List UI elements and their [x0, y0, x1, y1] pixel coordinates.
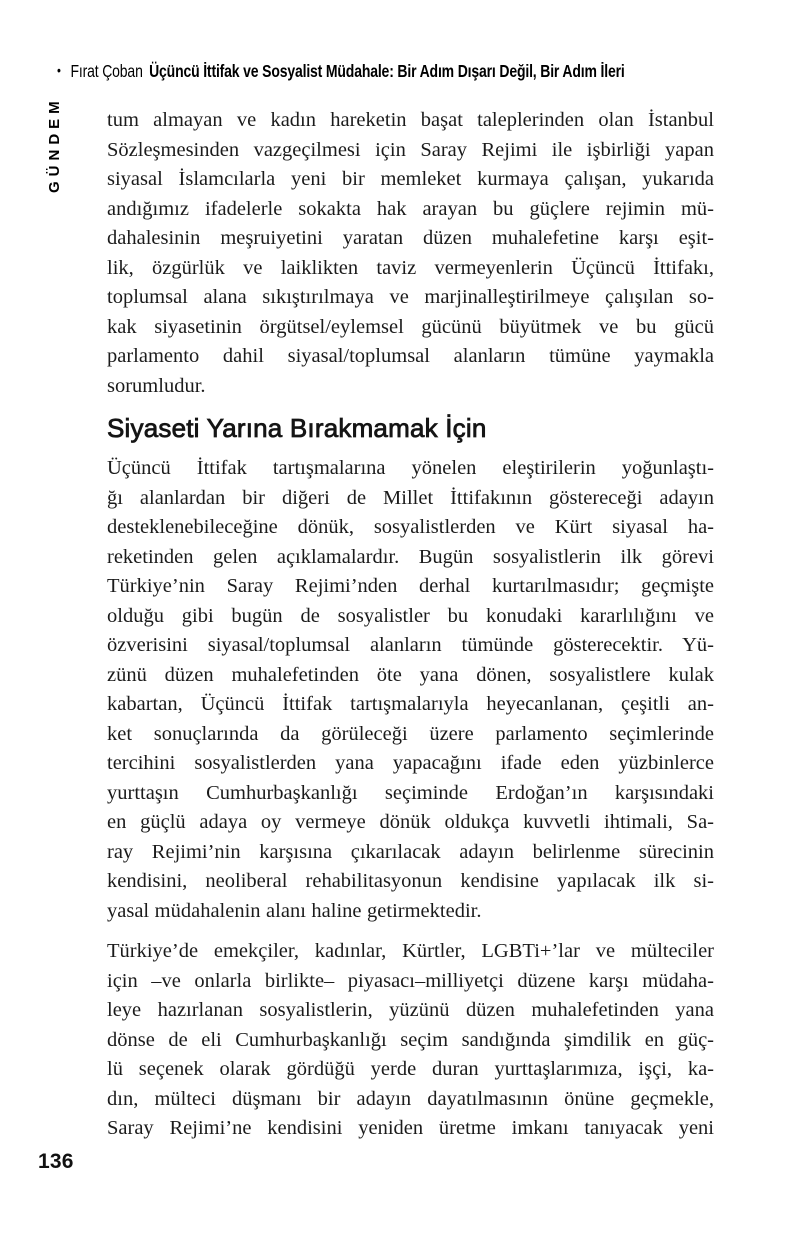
- text-line: yasal müdahalenin alanı haline getirmektedir.: [107, 899, 482, 922]
- running-header: [57, 61, 625, 82]
- text-line: reketinden gelen açıklamalardır. Bugün sosyalistlerin ilk görevi: [107, 545, 714, 568]
- text-line: tum almayan ve kadın hareketin başat taleplerinden olan İstanbul: [107, 109, 714, 131]
- text-line: kak siyasetinin örgütsel/eylemsel gücünü büyütmek ve bu gücü: [107, 315, 714, 338]
- page-number: 136: [38, 1150, 74, 1173]
- text-line: özverisini siyasal/toplumsal alanların tümünde gösterecektir. Yü-: [107, 634, 714, 656]
- text-line: lik, özgürlük ve laiklikten taviz vermeyenlerin Üçüncü İttifakı,: [107, 256, 714, 279]
- text-line: Saray Rejimi’ne kendisini yeniden üretme imkanı tanıyacak yeni: [107, 1117, 714, 1139]
- text-line: zünü düzen muhalefetinden öte yana dönen, sosyalistlere kulak: [107, 663, 714, 686]
- text-line: lü seçenek olarak gördüğü yerde duran yurttaşlarımıza, işçi, ka-: [107, 1058, 714, 1080]
- text-line: Üçüncü İttifak tartışmalarına yönelen eleştirilerin yoğunlaştı-: [107, 457, 714, 479]
- text-column: [107, 106, 714, 1144]
- text-line: parlamento dahil siyasal/toplumsal alanların tümüne yaymakla: [107, 345, 714, 367]
- text-line: desteklenebileceğine dönük, sosyalistlerden ve Kürt siyasal ha-: [107, 516, 714, 538]
- text-line: ket sonuçlarında da görüleceği üzere parlamento seçimlerinde: [107, 722, 714, 745]
- text-line: ray Rejimi’nin karşısına çıkarılacak adayın belirlenme sürecinin: [107, 840, 714, 863]
- text-line: andığımız ifadelerle sokakta hak arayan bu güçlere rejimin mü-: [107, 197, 714, 220]
- text-line: için –ve onlarla birlikte– piyasacı–milliyetçi düzene karşı müdaha-: [107, 969, 714, 992]
- paragraph-continued: [107, 106, 714, 401]
- header-bullet-icon: •: [57, 62, 61, 78]
- header-title: Üçüncü İttifak ve Sosyalist Müdahale: Bir Adım Dışarı Değil, Bir Adım İleri: [149, 61, 625, 81]
- paragraph: [107, 454, 714, 926]
- text-line: dahalesinin meşruiyetini yaratan düzen muhalefetine karşı eşit-: [107, 227, 714, 249]
- text-line: dın, mülteci düşmanı bir adayın dayatılmasının önüne geçmekle,: [107, 1087, 714, 1110]
- text-line: Sözleşmesinden vazgeçilmesi için Saray Rejimi ile işbirliği yapan: [107, 138, 714, 161]
- header-author: Fırat Çoban: [70, 61, 143, 81]
- text-line: kabartan, Üçüncü İttifak tartışmalarıyla heyecanlanan, çeşitli an-: [107, 693, 714, 715]
- text-line: en güçlü adaya oy vermeye dönük oldukça kuvvetli ihtimali, Sa-: [107, 811, 714, 833]
- text-line: dönse de eli Cumhurbaşkanlığı seçim sandığında şimdilik en güç-: [107, 1028, 714, 1051]
- section-heading: Siyaseti Yarına Bırakmamak İçin: [107, 413, 487, 443]
- text-line: Türkiye’de emekçiler, kadınlar, Kürtler, LGBTi+’lar ve mülteciler: [107, 940, 714, 962]
- text-line: olduğu gibi bugün de sosyalistler bu konudaki kararlılığını ve: [107, 604, 714, 627]
- text-line: toplumsal alana sıkıştırılmaya ve marjinalleştirilmeye çalışılan so-: [107, 286, 714, 308]
- section-label-vertical: GÜNDEM: [46, 96, 63, 193]
- text-line: tercihini sosyalistlerden yana yapacağını ifade eden yüzbinlerce: [107, 752, 714, 774]
- text-line: yurttaşın Cumhurbaşkanlığı seçiminde Erdoğan’ın karşısındaki: [107, 781, 714, 804]
- text-line: Türkiye’nin Saray Rejimi’nden derhal kurtarılmasıdır; geçmişte: [107, 575, 714, 597]
- paragraph: [107, 937, 714, 1144]
- text-line: leye hazırlanan sosyalistlerin, yüzünü düzen muhalefetinden yana: [107, 999, 714, 1021]
- text-line: kendisini, neoliberal rehabilitasyonun kendisine yapılacak ilk si-: [107, 870, 714, 892]
- text-line: siyasal İslamcılarla yeni bir memleket kurmaya çalışan, yukarıda: [107, 168, 714, 190]
- text-line: sorumludur.: [107, 374, 206, 397]
- text-line: ğı alanlardan bir diğeri de Millet İttifakının göstereceği adayın: [107, 486, 714, 509]
